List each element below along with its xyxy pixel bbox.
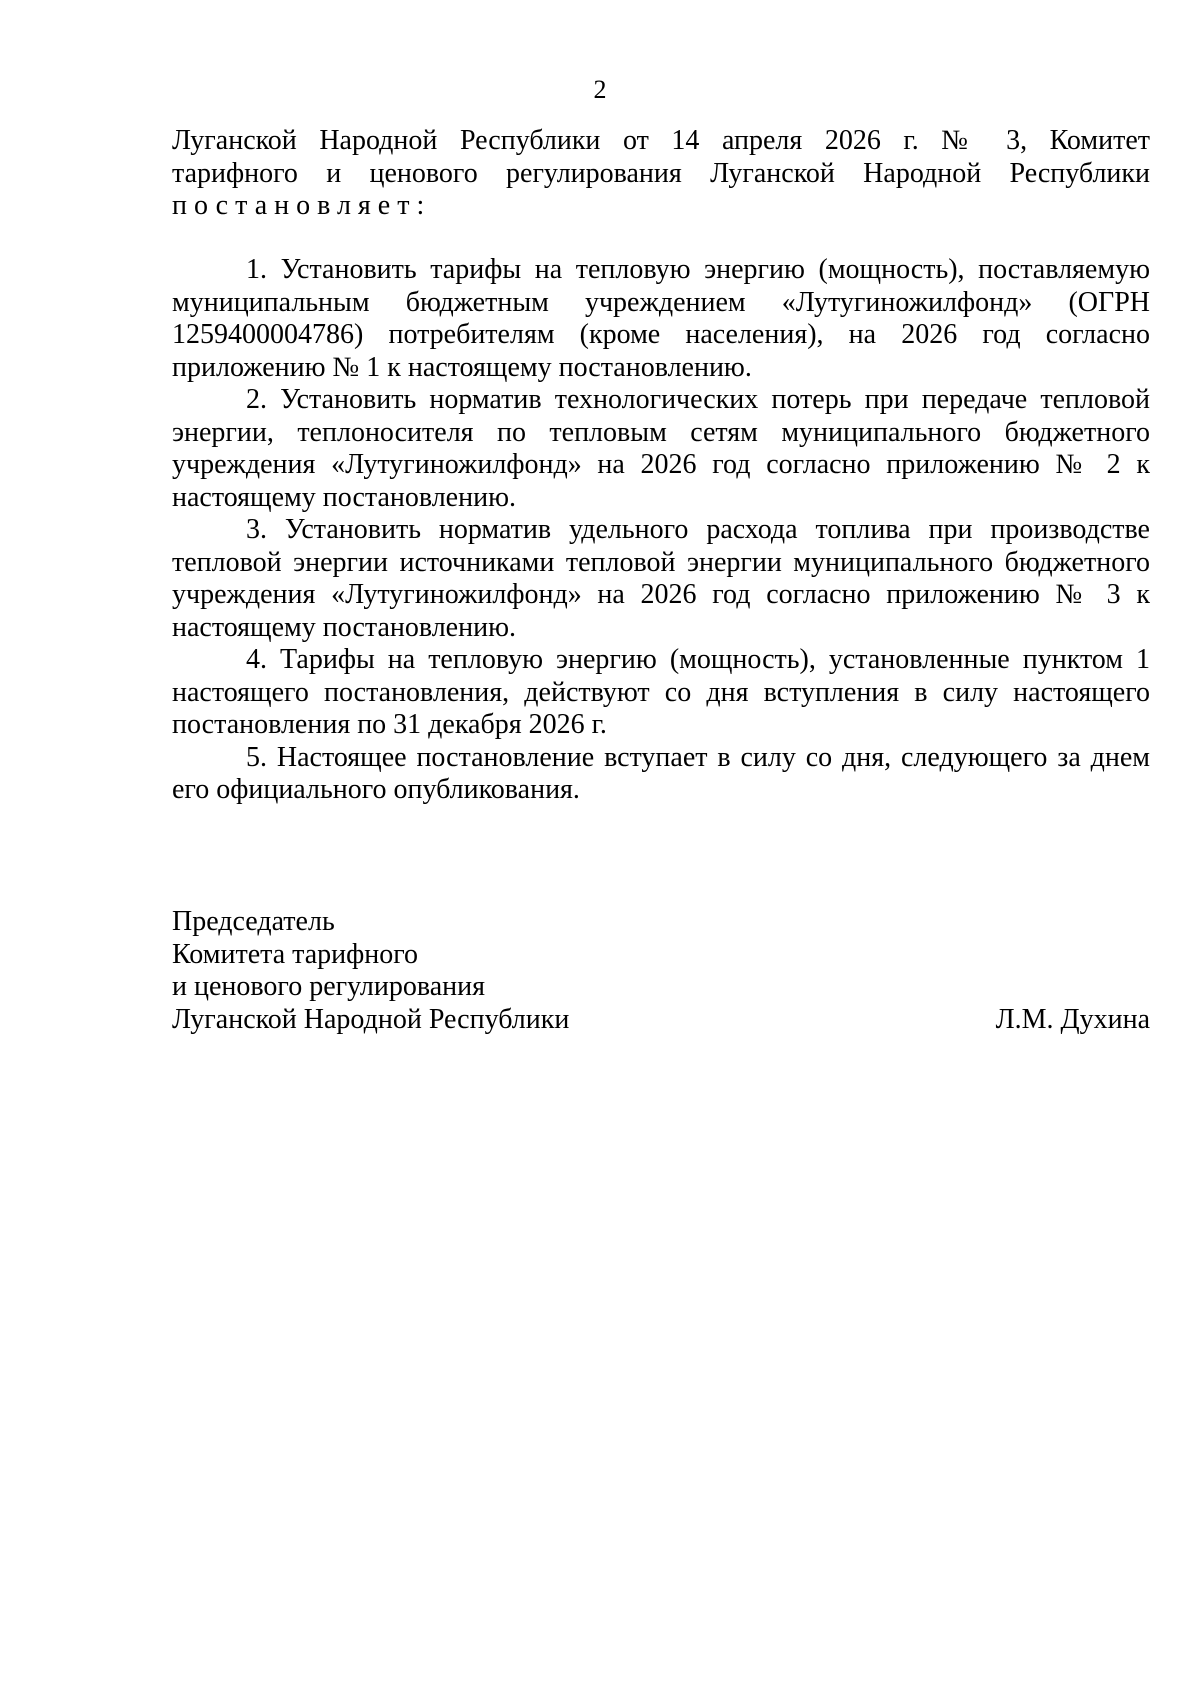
intro-line-2: тарифного и ценового регулирования Луганской Народной Республики [172,157,1150,189]
resolution-item-3: 3. Установить норматив удельного расхода топлива при производстве тепловой энергии источниками тепловой энергии муниципального бюджетного учреждения «Лутугиножилфонд» на 2026 год согласно приложению № 3 к настоящему постановлению. [172,514,1150,643]
signatory-title-line-2: Комитета тарифного [172,938,419,970]
signatory-title-line-1: Председатель [172,906,335,937]
intro-line-1: Луганской Народной Республики от 14 апреля 2026 г. № 3, Комитет [172,125,1150,156]
resolution-items [172,254,1150,807]
signatory-title-line-4: Луганской Народной Республики [172,1003,570,1035]
resolution-item-5: 5. Настоящее постановление вступает в силу со дня, следующего за днем его официального опубликования. [172,741,1150,805]
signatory-title-line-3: и ценового регулирования [172,971,485,1002]
page-number: 2 [593,75,607,104]
resolution-item-2: 2. Установить норматив технологических потерь при передаче тепловой энергии, теплоносителя по тепловым сетям муниципального бюджетного учреждения «Лутугиножилфонд» на 2026 год согласно приложению № 2 к настоящему постановлению. [172,384,1150,513]
signatory-name: Л.М. Духина [995,1003,1150,1035]
resolution-item-1: 1. Установить тарифы на тепловую энергию (мощность), поставляемую муниципальным бюджетным учреждением «Лутугиножилфонд» (ОГРН 1259400004786) потребителям (кроме населения), на 2026 год согласно приложению № 1 к настоящему постановлению. [172,254,1150,383]
resolves-word: постановляет: [172,190,432,221]
resolution-item-4: 4. Тарифы на тепловую энергию (мощность), установленные пунктом 1 настоящего постановления, действуют со дня вступления в силу настоящего постановления по 31 декабря 2026 г. [172,644,1150,740]
signature-block [172,906,1150,1036]
intro-paragraph [172,125,1150,223]
